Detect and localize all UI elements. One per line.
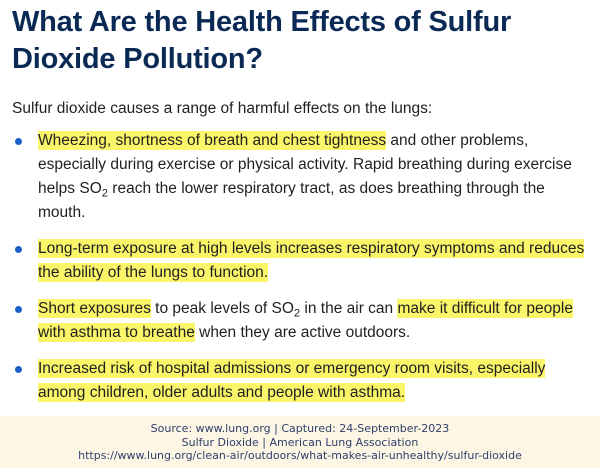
intro-text: Sulfur dioxide causes a range of harmful effects on the lungs: xyxy=(12,100,433,117)
highlighted-text: Short exposures xyxy=(38,300,151,317)
footer-url-line: https://www.lung.org/clean-air/outdoors/what-makes-air-unhealthy/sulfur-dioxide xyxy=(78,449,522,462)
subscript-text: 2 xyxy=(101,187,108,200)
list-item xyxy=(12,297,596,345)
effects-list xyxy=(12,129,596,405)
highlighted-text: Wheezing, shortness of breath and chest tightness xyxy=(38,132,387,149)
body-text: in the air can xyxy=(300,300,398,317)
list-item xyxy=(12,357,596,405)
highlighted-text: Long-term exposure at high levels increases respiratory symptoms and reduces the ability of the lungs to function. xyxy=(38,240,585,281)
body-text: reach the lower respiratory tract, as does breathing through the mouth. xyxy=(38,180,545,221)
highlighted-text: make it difficult for people with asthma to breathe xyxy=(38,300,573,341)
list-item xyxy=(12,129,596,225)
footer-title-line: Sulfur Dioxide | American Lung Association xyxy=(181,435,419,449)
body-text: to peak levels of SO xyxy=(150,300,294,317)
source-footer xyxy=(0,416,600,468)
page-title: What Are the Health Effects of Sulfur Dioxide Pollution? xyxy=(12,6,512,75)
highlighted-text: Increased risk of hospital admissions or emergency room visits, especially among children, older adults and people with asthma. xyxy=(38,360,546,401)
bullet-icon xyxy=(15,138,22,145)
article-content xyxy=(12,0,596,417)
bullet-icon xyxy=(15,366,22,373)
subscript-text: 2 xyxy=(293,307,301,320)
body-text: and other problems, especially during exercise or physical activity. Rapid breathing during exercise helps SO xyxy=(38,132,572,197)
footer-source-line: Source: www.lung.org | Captured: 24-September-2023 xyxy=(150,422,450,435)
body-text: when they are active outdoors. xyxy=(194,324,411,341)
bullet-icon xyxy=(15,306,22,313)
list-item xyxy=(12,237,596,285)
bullet-icon xyxy=(15,246,22,253)
